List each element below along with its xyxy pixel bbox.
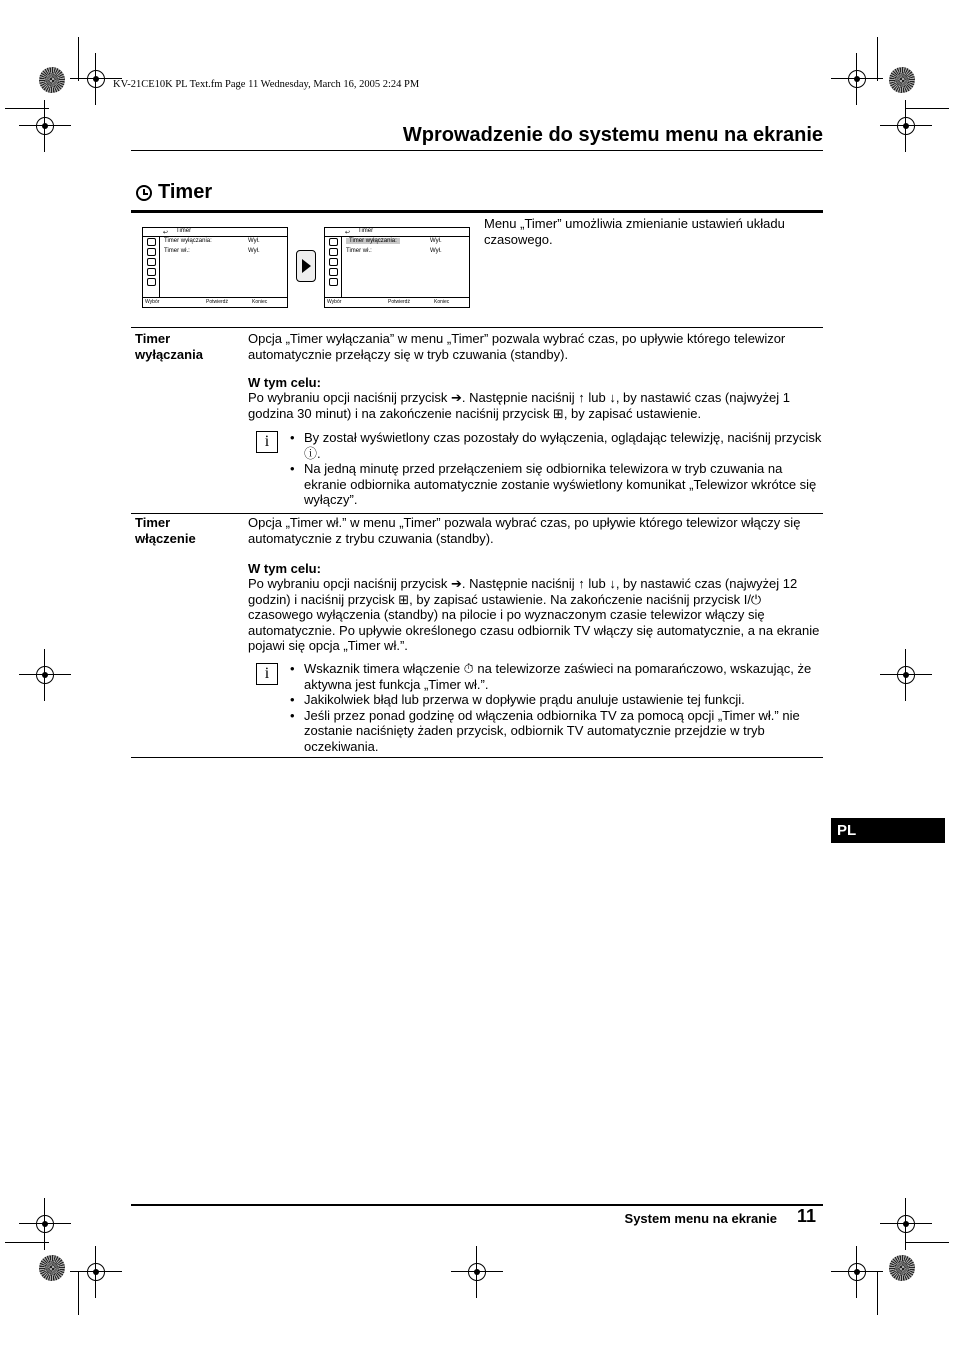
entry-divider bbox=[131, 327, 823, 328]
table-bottom-rule bbox=[131, 757, 823, 758]
tv-menu-row-value: Wył. bbox=[248, 248, 260, 254]
entry-label: Timer wyłączania bbox=[135, 331, 203, 362]
tv-menu-row-label: Timer wł.: bbox=[346, 248, 372, 254]
tv-footer-confirm: Potwierdź bbox=[206, 299, 228, 305]
registration-mark bbox=[465, 1260, 489, 1284]
page-number: 11 bbox=[797, 1206, 817, 1226]
tv-footer-confirm: Potwierdź bbox=[388, 299, 410, 305]
entry-label: Timer włączenie bbox=[135, 515, 196, 546]
footer-section-label: System menu na ekranie bbox=[624, 1211, 777, 1226]
return-icon: ↩ bbox=[163, 230, 169, 236]
registration-mark bbox=[33, 663, 57, 687]
tv-menu-title: Timer bbox=[176, 228, 192, 234]
section-title bbox=[136, 181, 212, 204]
tv-menu-row-value: Wył. bbox=[430, 238, 442, 244]
registration-mark bbox=[894, 1212, 918, 1236]
registration-mark bbox=[894, 663, 918, 687]
note-item: • By został wyświetlony czas pozostały do wyłączenia, oglądając telewizję, naciśnij przycisk ⓘ. bbox=[290, 430, 823, 461]
notes-list bbox=[290, 430, 823, 508]
return-icon: ↩ bbox=[345, 230, 351, 236]
tv-menu-row-value: Wył. bbox=[248, 238, 260, 244]
registration-burst bbox=[39, 1255, 65, 1281]
registration-mark bbox=[894, 114, 918, 138]
note-item: • Jeśli przez ponad godzinę od włączenia odbiornika TV za pomocą opcji „Timer wł.” nie zostanie naciśnięty żaden przycisk, odbiornik TV automatycznie przejdzie w tryb oczekiwania. bbox=[290, 708, 823, 755]
tv-menu-row-label: Timer wyłączania: bbox=[164, 238, 212, 244]
intro-text: Menu „Timer” umożliwia zmienianie ustawień układu czasowego. bbox=[484, 216, 785, 247]
registration-mark bbox=[84, 1260, 108, 1284]
notes-list bbox=[290, 661, 823, 754]
note-item: • Jakikolwiek błąd lub przerwa w dopływie prądu anuluje ustawienie tej funkcji. bbox=[290, 692, 823, 708]
tv-menu-screen-before bbox=[142, 227, 288, 308]
how-to-title: W tym celu: bbox=[248, 375, 321, 390]
tv-menu-sidebar bbox=[143, 236, 160, 297]
footer-rule bbox=[131, 1204, 823, 1206]
entry-divider bbox=[131, 513, 823, 514]
tv-menu-sidebar bbox=[325, 236, 342, 297]
registration-burst bbox=[889, 1255, 915, 1281]
tv-menu-screen-after bbox=[324, 227, 470, 308]
registration-mark bbox=[84, 67, 108, 91]
clock-icon bbox=[136, 185, 152, 201]
tv-footer-select: Wybór bbox=[145, 299, 160, 305]
tv-footer-select: Wybór bbox=[327, 299, 342, 305]
language-tab: PL bbox=[831, 818, 945, 843]
registration-mark bbox=[33, 1212, 57, 1236]
registration-mark bbox=[33, 114, 57, 138]
note-item: • Wskaznik timera włączenie ⏱ na telewizorze zaświeci na pomarańczowo, wskazując, że aktywna jest funkcja „Timer wł.”. bbox=[290, 661, 823, 692]
tv-menu-row-label: Timer wł.: bbox=[164, 248, 190, 254]
info-icon: i bbox=[256, 431, 278, 453]
how-to-text: Po wybraniu opcji naciśnij przycisk ➔. Następnie naciśnij ↑ lub ↓, by nastawić czas (najwyżej 1 godzina 30 minut) i na zakończenie naciśnij przycisk ⊞, by zapisać ustawienie. bbox=[248, 390, 790, 421]
tv-footer-end: Koniec bbox=[252, 299, 268, 305]
page-header-title: Wprowadzenie do systemu menu na ekranie bbox=[402, 124, 823, 146]
tv-footer-end: Koniec bbox=[434, 299, 450, 305]
tv-menu-row-value: Wył. bbox=[430, 248, 442, 254]
registration-mark bbox=[845, 1260, 869, 1284]
registration-burst bbox=[889, 67, 915, 93]
tv-menu-row-label-selected: Timer wyłączania: bbox=[346, 238, 400, 244]
how-to-title: W tym celu: bbox=[248, 561, 321, 576]
header-rule bbox=[131, 150, 823, 151]
entry-description: Opcja „Timer wyłączania” w menu „Timer” pozwala wybrać czas, po upływie którego telewizor automatycznie przełączy się w tryb czuwania (standby). bbox=[248, 331, 786, 362]
right-arrow-icon bbox=[296, 250, 316, 282]
entry-description: Opcja „Timer wł.” w menu „Timer” pozwala wybrać czas, po upływie którego telewizor włączy się automatycznie z trybu czuwania (standby). bbox=[248, 515, 801, 546]
section-rule bbox=[131, 210, 823, 213]
registration-burst bbox=[39, 67, 65, 93]
how-to-text: Po wybraniu opcji naciśnij przycisk ➔. Następnie naciśnij ↑ lub ↓, by nastawić czas (najwyżej 12 godzin) i naciśnij przycisk ⊞, by zapisać ustawienie. Na zakończenie naciśnij przycisk I/⏻ czasowego wyłączenia (standby) na pilocie i po wyznaczonym czasie telewizor włączy się automatycznie. Po upływie określonego czasu odbiornik TV włączy się automatycznie, a na ekranie pojawi się opcja „Timer wł.”. bbox=[248, 576, 820, 653]
registration-mark bbox=[845, 67, 869, 91]
section-title-text: Timer bbox=[158, 181, 213, 203]
note-item: • Na jedną minutę przed przełączeniem się odbiornika telewizora w tryb czuwania na ekranie odbiornika automatycznie zostanie wyświetlony komunikat „Telewizor wkrótce się wyłączy”. bbox=[290, 461, 823, 508]
file-info: KV-21CE10K PL Text.fm Page 11 Wednesday, March 16, 2005 2:24 PM bbox=[113, 79, 420, 90]
tv-menu-title: Timer bbox=[358, 228, 374, 234]
info-icon: i bbox=[256, 663, 278, 685]
